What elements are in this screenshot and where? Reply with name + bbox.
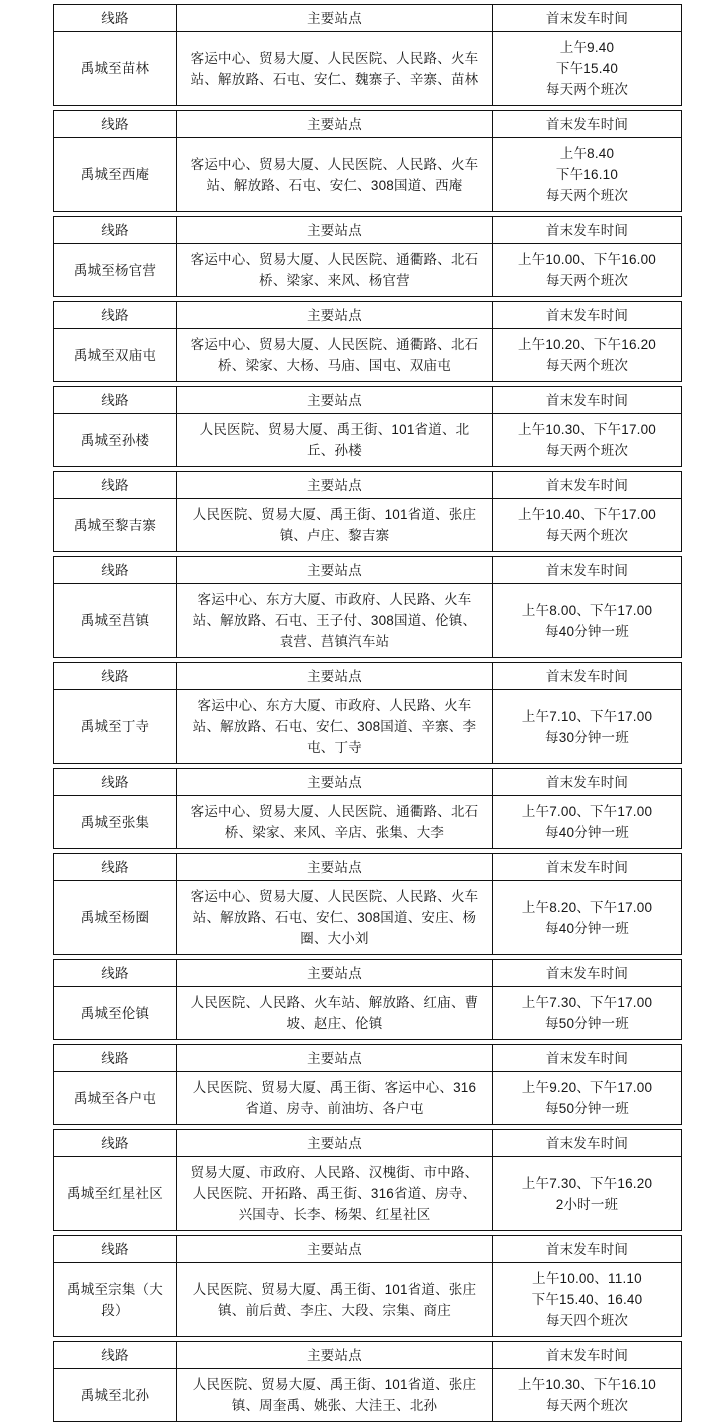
cell-stops: 客运中心、贸易大厦、人民医院、人民路、火车站、解放路、石屯、安仁、魏寨子、辛寨、苗林 (177, 32, 493, 106)
departure-time-line: 上午10.40、下午17.00 (517, 507, 657, 522)
column-header-stops: 主要站点 (177, 111, 493, 138)
column-header-times: 首末发车时间 (493, 1342, 682, 1369)
departure-time-line: 上午10.20、下午16.20 (517, 337, 657, 352)
cell-departure-times (493, 244, 682, 297)
cell-stops: 贸易大厦、市政府、人民路、汉槐街、市中路、人民医院、开拓路、禹王街、316省道、房寺、兴国寺、长李、杨架、红星社区 (177, 1157, 493, 1231)
departure-time-line: 上午10.30、下午17.00 (517, 422, 657, 437)
table-header-row (54, 472, 682, 499)
cell-route-name: 禹城至西庵 (54, 138, 177, 212)
cell-route-name: 禹城至张集 (54, 796, 177, 849)
cell-departure-times (493, 1157, 682, 1231)
route-block (53, 471, 682, 552)
column-header-route: 线路 (54, 472, 177, 499)
table-row (54, 987, 682, 1040)
departure-time-line: 每40分钟一班 (545, 920, 629, 936)
route-block (53, 1129, 682, 1231)
route-block (53, 386, 682, 467)
column-header-times: 首末发车时间 (493, 387, 682, 414)
departure-time-line: 上午10.30、下午16.10 (517, 1377, 657, 1392)
column-header-times: 首末发车时间 (493, 302, 682, 329)
column-header-route: 线路 (54, 5, 177, 32)
departure-time-line: 下午15.40、16.40 (531, 1292, 643, 1307)
column-header-times: 首末发车时间 (493, 472, 682, 499)
cell-route-name: 禹城至各户屯 (54, 1072, 177, 1125)
table-header-row (54, 111, 682, 138)
cell-departure-times (493, 881, 682, 955)
route-block (53, 1341, 682, 1422)
table-header-row (54, 960, 682, 987)
cell-stops: 客运中心、东方大厦、市政府、人民路、火车站、解放路、石屯、安仁、308国道、辛寨、李屯、丁寺 (177, 690, 493, 764)
column-header-stops: 主要站点 (177, 472, 493, 499)
cell-departure-times (493, 1263, 682, 1337)
departure-time-line: 上午7.00、下午17.00 (521, 804, 653, 819)
table-row (54, 244, 682, 297)
cell-stops: 客运中心、东方大厦、市政府、人民路、火车站、解放路、石屯、王子付、308国道、伦镇、袁营、莒镇汽车站 (177, 584, 493, 658)
column-header-times: 首末发车时间 (493, 960, 682, 987)
cell-departure-times (493, 329, 682, 382)
column-header-stops: 主要站点 (177, 557, 493, 584)
cell-route-name: 禹城至杨官营 (54, 244, 177, 297)
table-row (54, 1157, 682, 1231)
table-row (54, 32, 682, 106)
table-header-row (54, 5, 682, 32)
table-row (54, 414, 682, 467)
column-header-route: 线路 (54, 1342, 177, 1369)
cell-route-name: 禹城至北孙 (54, 1369, 177, 1422)
column-header-stops: 主要站点 (177, 960, 493, 987)
table-header-row (54, 1130, 682, 1157)
cell-departure-times (493, 987, 682, 1040)
route-block (53, 1235, 682, 1337)
departure-time-line: 上午7.30、下午17.00 (521, 995, 653, 1010)
departure-time-line: 每30分钟一班 (545, 729, 629, 745)
cell-departure-times (493, 690, 682, 764)
table-header-row (54, 387, 682, 414)
table-row (54, 1072, 682, 1125)
column-header-stops: 主要站点 (177, 1236, 493, 1263)
route-block (53, 1044, 682, 1125)
departure-time-line: 每50分钟一班 (545, 1016, 629, 1031)
table-header-row (54, 854, 682, 881)
departure-time-line: 每50分钟一班 (545, 1101, 629, 1116)
cell-route-name: 禹城至苗林 (54, 32, 177, 106)
column-header-route: 线路 (54, 1130, 177, 1157)
column-header-stops: 主要站点 (177, 769, 493, 796)
column-header-times: 首末发车时间 (493, 854, 682, 881)
table-header-row (54, 557, 682, 584)
departure-time-line: 每40分钟一班 (545, 825, 629, 840)
route-block (53, 853, 682, 955)
column-header-route: 线路 (54, 387, 177, 414)
table-header-row (54, 769, 682, 796)
cell-route-name: 禹城至丁寺 (54, 690, 177, 764)
cell-departure-times (493, 584, 682, 658)
cell-departure-times (493, 32, 682, 106)
route-tables-container (53, 4, 657, 1426)
departure-time-line: 上午10.00、11.10 (532, 1271, 642, 1286)
column-header-route: 线路 (54, 557, 177, 584)
table-row (54, 690, 682, 764)
route-block (53, 110, 682, 212)
table-row (54, 796, 682, 849)
column-header-route: 线路 (54, 1236, 177, 1263)
column-header-stops: 主要站点 (177, 217, 493, 244)
departure-time-line: 上午8.00、下午17.00 (521, 602, 653, 618)
column-header-route: 线路 (54, 1045, 177, 1072)
cell-stops: 客运中心、贸易大厦、人民医院、人民路、火车站、解放路、石屯、安仁、308国道、西庵 (177, 138, 493, 212)
cell-route-name: 禹城至红星社区 (54, 1157, 177, 1231)
cell-stops: 客运中心、贸易大厦、人民医院、通衢路、北石桥、梁家、来风、辛店、张集、大李 (177, 796, 493, 849)
departure-time-line: 每天两个班次 (545, 188, 629, 203)
column-header-stops: 主要站点 (177, 854, 493, 881)
cell-route-name: 禹城至伦镇 (54, 987, 177, 1040)
departure-time-line: 每天两个班次 (545, 82, 629, 97)
column-header-times: 首末发车时间 (493, 217, 682, 244)
departure-time-line: 2小时一班 (555, 1196, 619, 1212)
departure-time-line: 上午7.30、下午16.20 (521, 1175, 653, 1191)
table-row (54, 138, 682, 212)
cell-stops: 客运中心、贸易大厦、人民医院、通衢路、北石桥、梁家、来风、杨官营 (177, 244, 493, 297)
cell-stops: 人民医院、贸易大厦、禹王街、101省道、张庄镇、前后黄、李庄、大段、宗集、商庄 (177, 1263, 493, 1337)
table-header-row (54, 302, 682, 329)
cell-departure-times (493, 414, 682, 467)
route-block (53, 301, 682, 382)
cell-stops: 客运中心、贸易大厦、人民医院、通衢路、北石桥、梁家、大杨、马庙、国屯、双庙屯 (177, 329, 493, 382)
column-header-route: 线路 (54, 111, 177, 138)
cell-stops: 人民医院、贸易大厦、禹王街、101省道、北丘、孙楼 (177, 414, 493, 467)
table-header-row (54, 217, 682, 244)
column-header-times: 首末发车时间 (493, 769, 682, 796)
departure-time-line: 下午16.10 (555, 167, 619, 182)
column-header-route: 线路 (54, 217, 177, 244)
cell-departure-times (493, 138, 682, 212)
departure-time-line: 每天两个班次 (545, 358, 629, 373)
column-header-stops: 主要站点 (177, 1130, 493, 1157)
cell-departure-times (493, 499, 682, 552)
cell-departure-times (493, 796, 682, 849)
column-header-route: 线路 (54, 663, 177, 690)
departure-time-line: 每40分钟一班 (545, 623, 629, 639)
route-block (53, 4, 682, 106)
table-row (54, 1369, 682, 1422)
cell-stops: 人民医院、人民路、火车站、解放路、红庙、曹坡、赵庄、伦镇 (177, 987, 493, 1040)
cell-route-name: 禹城至黎吉寨 (54, 499, 177, 552)
column-header-times: 首末发车时间 (493, 111, 682, 138)
column-header-stops: 主要站点 (177, 5, 493, 32)
column-header-stops: 主要站点 (177, 1342, 493, 1369)
departure-time-line: 上午9.40 (559, 40, 615, 55)
table-header-row (54, 1342, 682, 1369)
column-header-stops: 主要站点 (177, 302, 493, 329)
route-block (53, 959, 682, 1040)
column-header-stops: 主要站点 (177, 1045, 493, 1072)
column-header-times: 首末发车时间 (493, 663, 682, 690)
table-header-row (54, 1236, 682, 1263)
table-row (54, 584, 682, 658)
table-row (54, 499, 682, 552)
column-header-route: 线路 (54, 960, 177, 987)
departure-time-line: 上午9.20、下午17.00 (521, 1080, 653, 1095)
column-header-times: 首末发车时间 (493, 1130, 682, 1157)
route-block (53, 216, 682, 297)
column-header-stops: 主要站点 (177, 663, 493, 690)
cell-departure-times (493, 1072, 682, 1125)
cell-stops: 客运中心、贸易大厦、人民医院、人民路、火车站、解放路、石屯、安仁、308国道、安庄、杨圈、大小刘 (177, 881, 493, 955)
column-header-times: 首末发车时间 (493, 557, 682, 584)
column-header-route: 线路 (54, 854, 177, 881)
cell-route-name: 禹城至宗集（大段） (54, 1263, 177, 1337)
departure-time-line: 每天两个班次 (545, 528, 629, 543)
column-header-times: 首末发车时间 (493, 1236, 682, 1263)
cell-route-name: 禹城至孙楼 (54, 414, 177, 467)
column-header-route: 线路 (54, 302, 177, 329)
departure-time-line: 每天两个班次 (545, 443, 629, 458)
departure-time-line: 上午7.10、下午17.00 (521, 708, 653, 724)
cell-route-name: 禹城至杨圈 (54, 881, 177, 955)
departure-time-line: 每天四个班次 (545, 1313, 629, 1328)
cell-route-name: 禹城至双庙屯 (54, 329, 177, 382)
departure-time-line: 每天两个班次 (545, 273, 629, 288)
departure-time-line: 上午8.40 (559, 146, 615, 161)
departure-time-line: 上午10.00、下午16.00 (517, 252, 657, 267)
column-header-stops: 主要站点 (177, 387, 493, 414)
cell-stops: 人民医院、贸易大厦、禹王街、客运中心、316省道、房寺、前油坊、各户屯 (177, 1072, 493, 1125)
route-block (53, 662, 682, 764)
route-block (53, 768, 682, 849)
column-header-times: 首末发车时间 (493, 1045, 682, 1072)
departure-time-line: 每天两个班次 (545, 1398, 629, 1413)
table-header-row (54, 1045, 682, 1072)
table-row (54, 329, 682, 382)
departure-time-line: 上午8.20、下午17.00 (521, 899, 653, 915)
table-row (54, 881, 682, 955)
cell-stops: 人民医院、贸易大厦、禹王街、101省道、张庄镇、卢庄、黎吉寨 (177, 499, 493, 552)
cell-departure-times (493, 1369, 682, 1422)
column-header-route: 线路 (54, 769, 177, 796)
table-row (54, 1263, 682, 1337)
route-block (53, 556, 682, 658)
cell-route-name: 禹城至莒镇 (54, 584, 177, 658)
departure-time-line: 下午15.40 (555, 61, 619, 76)
cell-stops: 人民医院、贸易大厦、禹王街、101省道、张庄镇、周奎禹、姚张、大洼王、北孙 (177, 1369, 493, 1422)
column-header-times: 首末发车时间 (493, 5, 682, 32)
table-header-row (54, 663, 682, 690)
